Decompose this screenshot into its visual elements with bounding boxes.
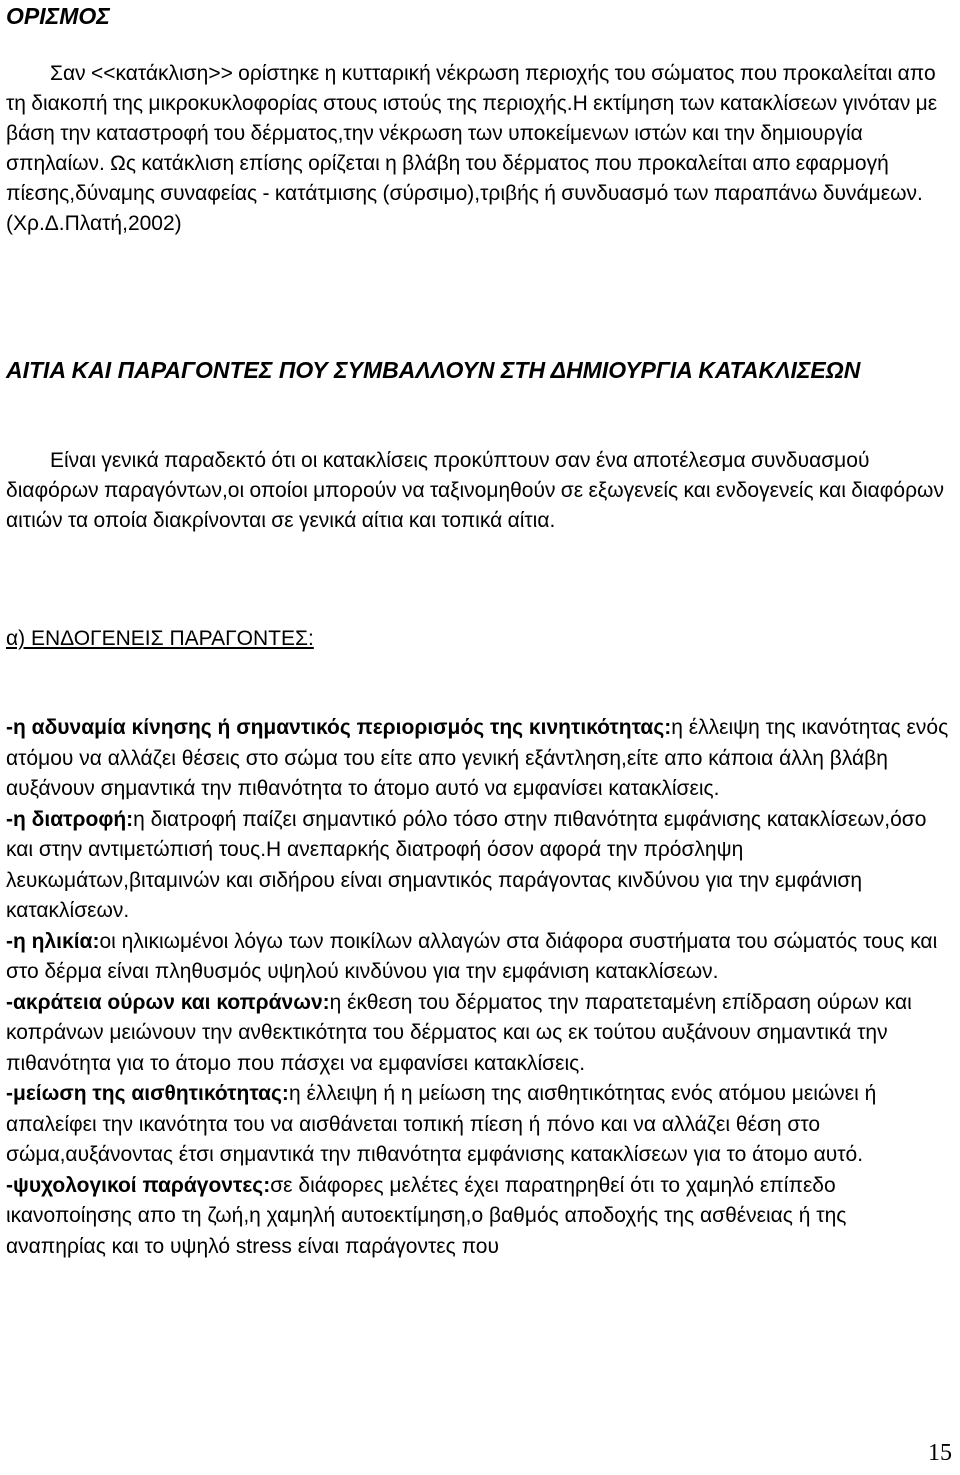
causes-text: Είναι γενικά παραδεκτό ότι οι κατακλίσεις προκύπτουν σαν ένα αποτέλεσμα συνδυασμού διαφόρων παραγόντων,οι οποίοι μπορούν να ταξινομηθούν σε εξωγενείς και ενδογενείς και διαφόρων αιτιών τα οποία διακρίνονται σε γενικά αίτια και τοπικά αίτια. xyxy=(6,449,944,532)
list-item xyxy=(6,713,951,805)
factor-text: σε διάφορες μελέτες έχει παρατηρηθεί ότι το χαμηλό επίπεδο ικανοποίησης απο τη ζωή,η χαμηλή αυτοεκτίμηση,ο βαθμός αποδοχής της ασθένειας ή της αναπηρίας και το υψηλό stress είναι παράγοντες που xyxy=(6,1173,847,1258)
factor-term: -μείωση της αισθητικότητας: xyxy=(6,1082,289,1105)
factor-text: η έκθεση του δέρματος την παρατεταμένη επίδραση ούρων και κοπράνων μειώνουν την ανθεκτικότητα του δέρματος και ως εκ τούτου αυξάνουν σημαντικά την πιθανότητα για το άτομο που πάσχει να εμφανίσει κατακλίσεις. xyxy=(6,990,912,1075)
list-item xyxy=(6,1171,951,1263)
endogenous-factors-subtitle: α) ΕΝΔΟΓΕΝΕΙΣ ΠΑΡΑΓΟΝΤΕΣ: xyxy=(6,627,314,650)
factor-term: -ψυχολογικοί παράγοντες: xyxy=(6,1173,271,1197)
definition-paragraph xyxy=(6,59,951,239)
factor-text: οι ηλικιωμένοι λόγω των ποικίλων αλλαγών στα διάφορα συστήματα του σώματός τους και στο δέρμα είναι πληθυσμός υψηλού κινδύνου για την εμφάνιση κατακλίσεων. xyxy=(6,929,938,983)
definition-text: Σαν <<κατάκλιση>> ορίστηκε η κυτταρική νέκρωση περιοχής του σώματος που προκαλείται απο τη διακοπή της μικροκυκλοφορίας στους ιστούς της περιοχής.Η εκτίμηση των κατακλίσεων γινόταν με βάση την καταστροφή του δέρματος,την νέκρωση των υποκείμενων ιστών και την δημιουργία σπηλαίων. Ως κατάκλιση επίσης ορίζεται η βλάβη του δέρματος που προκαλείται απο εφαρμογή πίεσης,δύναμης συναφείας - κατάτμισης (σύρσιμο),τριβής ή συνδυασμό των παραπάνω δυνάμεων.(Χρ.Δ.Πλατή,2002) xyxy=(6,62,938,235)
section-title-causes: ΑΙΤΙΑ ΚΑΙ ΠΑΡΑΓΟΝΤΕΣ ΠΟΥ ΣΥΜΒΑΛΛΟΥΝ ΣΤΗ ΔΗΜΙΟΥΡΓΙΑ ΚΑΤΑΚΛΙΣΕΩΝ xyxy=(6,357,861,383)
factor-text: η διατροφή παίζει σημαντικό ρόλο τόσο στην πιθανότητα εμφάνισης κατακλίσεων,όσο και στην αντιμετώπισή τους.Η ανεπαρκής διατροφή όσον αφορά την πρόσληψη λευκωμάτων,βιταμινών και σιδήρου είναι σημαντικός παράγοντας κινδύνου για την εμφάνιση κατακλίσεων. xyxy=(6,807,927,922)
list-item xyxy=(6,988,951,1080)
list-item xyxy=(6,805,951,927)
list-item xyxy=(6,927,951,988)
factors-list xyxy=(6,713,951,1262)
section-title-definition: ΟΡΙΣΜΟΣ xyxy=(6,3,110,29)
factor-text: η έλλειψη ή η μείωση της αισθητικότητας ενός ατόμου μειώνει ή απαλείφει την ικανότητα του να αισθάνεται τοπική πίεση ή πόνο και να αλλάζει θέση στο σώμα,αυξάνοντας έτσι σημαντικά την πιθανότητα εμφάνισης κατακλίσεων για το άτομο αυτό. xyxy=(6,1082,877,1166)
causes-paragraph xyxy=(6,446,951,536)
factor-term: -ακράτεια ούρων και κοπράνων: xyxy=(6,990,330,1014)
page-number: 15 xyxy=(928,1440,952,1466)
factor-term: -η αδυναμία κίνησης ή σημαντικός περιορισμός της κινητικότητας: xyxy=(6,716,672,739)
list-item xyxy=(6,1079,951,1171)
factor-term: -η διατροφή: xyxy=(6,807,134,831)
factor-text: η έλλειψη της ικανότητας ενός ατόμου να αλλάζει θέσεις στο σώμα του είτε απο γενική εξάντληση,είτε απο κάποια άλλη βλάβη αυξάνουν σημαντικά την πιθανότητα το άτομο αυτό να εμφανίσει κατακλίσεις. xyxy=(6,716,949,800)
factor-term: -η ηλικία: xyxy=(6,929,100,953)
